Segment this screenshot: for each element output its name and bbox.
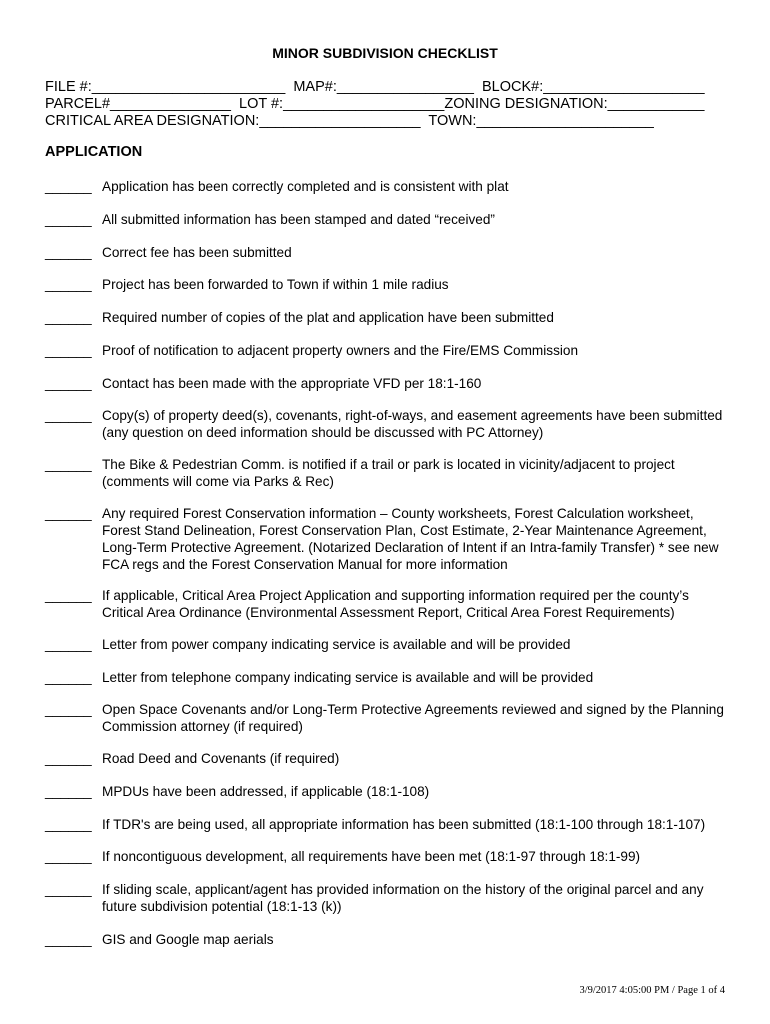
check-blank: ______ (45, 701, 92, 717)
check-blank: ______ (45, 456, 92, 472)
checklist-item-text: Open Space Covenants and/or Long-Term Protective Agreements reviewed and signed by the Planning Commission attorney (if required) (102, 702, 724, 734)
check-blank: ______ (45, 848, 92, 864)
check-blank: ______ (45, 669, 92, 685)
checklist-item-text: Letter from power company indicating service is available and will be provided (102, 637, 571, 652)
check-blank: ______ (45, 931, 92, 947)
check-blank: ______ (45, 375, 92, 391)
check-blank: ______ (45, 636, 92, 652)
checklist-item-text: If applicable, Critical Area Project Application and supporting information required per the county’s Critical Area Ordinance (Environmental Assessment Report, Critical Area Forest Requirements) (102, 588, 689, 620)
check-blank: ______ (45, 244, 92, 260)
checklist-item-text: If noncontiguous development, all requirements have been met (18:1-97 through 18:1-99) (102, 849, 641, 864)
checklist-item-text: Required number of copies of the plat and application have been submitted (102, 310, 554, 325)
check-blank: ______ (45, 750, 92, 766)
document-title: MINOR SUBDIVISION CHECKLIST (272, 45, 498, 61)
check-blank: ______ (45, 881, 92, 897)
checklist-item-text: Copy(s) of property deed(s), covenants, right-of-ways, and easement agreements have been submitted (any question on deed information should be discussed with PC Attorney) (102, 408, 723, 440)
check-blank: ______ (45, 816, 92, 832)
checklist-item-text: MPDUs have been addressed, if applicable (18:1-108) (102, 784, 430, 799)
check-blank: ______ (45, 407, 92, 423)
check-blank: ______ (45, 178, 92, 194)
check-blank: ______ (45, 505, 92, 521)
checklist-item-text: Letter from telephone company indicating service is available and will be provided (102, 670, 594, 685)
header-line-critical-area-town: CRITICAL AREA DESIGNATION:____________________ TOWN:______________________ (45, 113, 654, 129)
check-blank: ______ (45, 211, 92, 227)
page-footer: 3/9/2017 4:05:00 PM / Page 1 of 4 (579, 985, 725, 996)
checklist-item-text: The Bike & Pedestrian Comm. is notified if a trail or park is located in vicinity/adjacent to project (comments will come via Parks & Rec) (102, 457, 675, 489)
check-blank: ______ (45, 342, 92, 358)
checklist-item-text: If sliding scale, applicant/agent has provided information on the history of the original parcel and any future subdivision potential (18:1-13 (k)) (102, 882, 704, 914)
checklist-item-text: Correct fee has been submitted (102, 245, 292, 260)
section-title-application: APPLICATION (45, 144, 143, 160)
checklist-item-text: Proof of notification to adjacent property owners and the Fire/EMS Commission (102, 343, 579, 358)
header-line-parcel-lot-zoning: PARCEL#_______________ LOT #:____________________ZONING DESIGNATION:____________ (45, 96, 705, 112)
checklist-item-text: If TDR's are being used, all appropriate information has been submitted (18:1-100 through 18:1-107) (102, 817, 706, 832)
checklist-item-text: Application has been correctly completed and is consistent with plat (102, 179, 509, 194)
checklist-item-text: Contact has been made with the appropriate VFD per 18:1-160 (102, 376, 482, 391)
check-blank: ______ (45, 309, 92, 325)
checklist-item-text: Project has been forwarded to Town if within 1 mile radius (102, 277, 449, 292)
check-blank: ______ (45, 276, 92, 292)
checklist-item-text: All submitted information has been stamped and dated “received” (102, 212, 495, 227)
checklist-item-text: Road Deed and Covenants (if required) (102, 751, 340, 766)
checklist-item-text: GIS and Google map aerials (102, 932, 274, 947)
header-line-file-map-block: FILE #:________________________ MAP#:_________________ BLOCK#:____________________ (45, 79, 705, 95)
checklist-item-text: Any required Forest Conservation information – County worksheets, Forest Calculation worksheet, Forest Stand Delineation, Forest Conservation Plan, Cost Estimate, 2-Year Maintenance Agreement, Long-Term Protective Agreement. (Notarized Declaration of Intent if an Intra-family Transfer) * see new FCA regs and the Forest Conservation Manual for more information (102, 506, 719, 572)
check-blank: ______ (45, 587, 92, 603)
check-blank: ______ (45, 783, 92, 799)
